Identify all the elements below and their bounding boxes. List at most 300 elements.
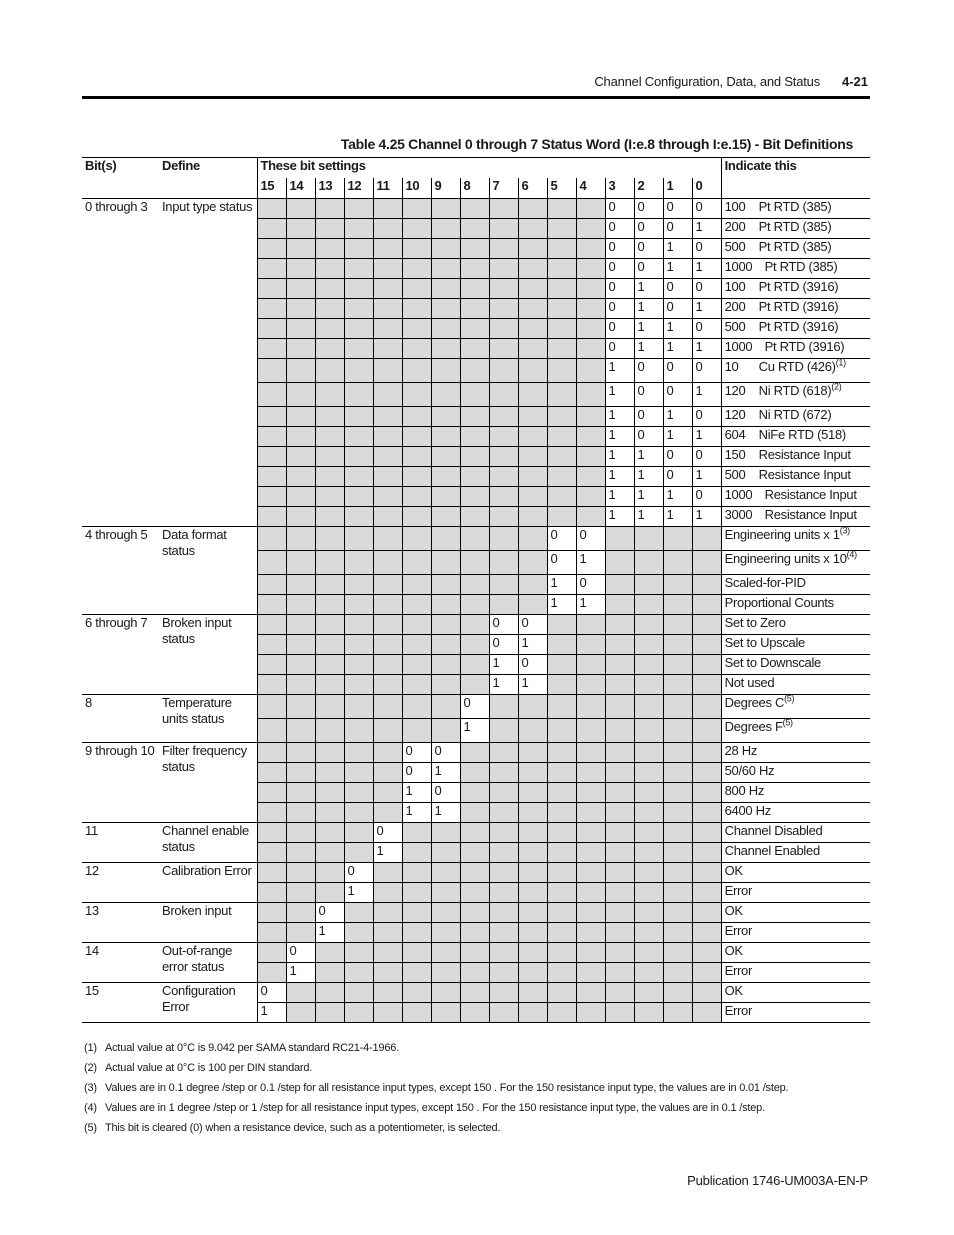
bit-empty-cell xyxy=(344,655,373,675)
bit-empty-cell xyxy=(344,783,373,803)
bit-empty-cell xyxy=(431,903,460,923)
bit-empty-cell xyxy=(286,903,315,923)
bit-empty-cell xyxy=(315,507,344,527)
bit-empty-cell xyxy=(373,983,402,1003)
bit-empty-cell xyxy=(489,863,518,883)
bit-empty-cell xyxy=(489,447,518,467)
bit-empty-cell xyxy=(431,319,460,339)
bit-empty-cell xyxy=(663,943,692,963)
bit-empty-cell xyxy=(576,407,605,427)
bit-empty-cell xyxy=(257,595,286,615)
bit-empty-cell xyxy=(257,675,286,695)
indicate-cell xyxy=(721,279,870,299)
bit-empty-cell xyxy=(286,719,315,743)
bit-empty-cell xyxy=(286,339,315,359)
bit-empty-cell xyxy=(257,719,286,743)
bit-empty-cell xyxy=(373,883,402,903)
bit-number-header: 5 xyxy=(547,178,576,199)
bit-value-cell: 0 xyxy=(605,239,634,259)
indicate-value: 1000 xyxy=(724,487,753,502)
bit-empty-cell xyxy=(460,551,489,575)
indicate-value: 200 xyxy=(724,299,746,314)
bit-value-cell: 0 xyxy=(547,527,576,551)
column-header-settings: These bit settings xyxy=(257,158,721,179)
bit-empty-cell xyxy=(663,823,692,843)
indicate-cell xyxy=(721,783,870,803)
bit-empty-cell xyxy=(344,383,373,407)
bit-empty-cell xyxy=(373,743,402,763)
bit-empty-cell xyxy=(431,239,460,259)
bit-empty-cell xyxy=(402,719,431,743)
bit-empty-cell xyxy=(692,743,721,763)
bit-empty-cell xyxy=(460,983,489,1003)
bit-empty-cell xyxy=(518,239,547,259)
bit-empty-cell xyxy=(402,883,431,903)
indicate-label: Pt RTD (3916) xyxy=(764,339,845,354)
bit-empty-cell xyxy=(286,783,315,803)
bit-empty-cell xyxy=(460,863,489,883)
bit-empty-cell xyxy=(431,279,460,299)
bit-empty-cell xyxy=(460,763,489,783)
bit-empty-cell xyxy=(402,1003,431,1023)
bit-empty-cell xyxy=(460,575,489,595)
bit-value-cell: 0 xyxy=(634,199,663,219)
indicate-label: Resistance Input xyxy=(758,467,851,482)
indicate-label: Ni RTD (672) xyxy=(758,407,832,422)
footnotes xyxy=(84,1040,788,1140)
indicate-cell xyxy=(721,467,870,487)
bit-number-header: 1 xyxy=(663,178,692,199)
bit-empty-cell xyxy=(634,983,663,1003)
bit-value-cell: 0 xyxy=(431,783,460,803)
bit-empty-cell xyxy=(373,551,402,575)
indicate-cell xyxy=(721,655,870,675)
bit-empty-cell xyxy=(518,963,547,983)
indicate-cell xyxy=(721,339,870,359)
bit-value-cell: 0 xyxy=(692,359,721,383)
define-cell: Broken input xyxy=(159,903,257,943)
bit-empty-cell xyxy=(315,575,344,595)
bit-empty-cell xyxy=(373,259,402,279)
bit-value-cell: 1 xyxy=(576,551,605,575)
bit-empty-cell xyxy=(402,655,431,675)
bit-empty-cell xyxy=(489,923,518,943)
bit-empty-cell xyxy=(605,527,634,551)
bit-empty-cell xyxy=(373,783,402,803)
bit-empty-cell xyxy=(547,259,576,279)
footnote-text: Actual value at 0°C is 9.042 per SAMA standard RC21-4-1966. xyxy=(105,1042,400,1054)
indicate-label: Engineering units x 10 xyxy=(724,551,847,566)
bit-empty-cell xyxy=(692,719,721,743)
footnote-key: (5) xyxy=(84,1122,97,1134)
bit-empty-cell xyxy=(576,319,605,339)
bit-empty-cell xyxy=(547,407,576,427)
bit-value-cell: 0 xyxy=(634,259,663,279)
bit-empty-cell xyxy=(576,743,605,763)
bit-empty-cell xyxy=(605,823,634,843)
bit-value-cell: 0 xyxy=(344,863,373,883)
bit-empty-cell xyxy=(286,487,315,507)
bit-empty-cell xyxy=(518,943,547,963)
bit-empty-cell xyxy=(576,963,605,983)
bit-empty-cell xyxy=(634,635,663,655)
bit-empty-cell xyxy=(286,359,315,383)
bit-empty-cell xyxy=(547,923,576,943)
bit-number-header: 15 xyxy=(257,178,286,199)
bit-empty-cell xyxy=(431,863,460,883)
bit-empty-cell xyxy=(344,507,373,527)
bit-empty-cell xyxy=(518,823,547,843)
bit-empty-cell xyxy=(460,595,489,615)
bit-value-cell: 1 xyxy=(489,655,518,675)
indicate-cell xyxy=(721,1003,870,1023)
bit-empty-cell xyxy=(373,923,402,943)
bit-empty-cell xyxy=(518,427,547,447)
bit-value-cell: 1 xyxy=(692,383,721,407)
footnote-key: (2) xyxy=(84,1062,97,1074)
indicate-cell xyxy=(721,903,870,923)
bit-empty-cell xyxy=(402,695,431,719)
bit-empty-cell xyxy=(634,863,663,883)
indicate-cell xyxy=(721,963,870,983)
bit-empty-cell xyxy=(315,299,344,319)
bit-empty-cell xyxy=(518,719,547,743)
bit-empty-cell xyxy=(286,803,315,823)
bit-empty-cell xyxy=(315,675,344,695)
bit-value-cell: 0 xyxy=(692,279,721,299)
bit-empty-cell xyxy=(315,527,344,551)
bit-value-cell: 1 xyxy=(489,675,518,695)
bit-empty-cell xyxy=(547,339,576,359)
bit-empty-cell xyxy=(460,427,489,447)
bit-empty-cell xyxy=(460,383,489,407)
bit-empty-cell xyxy=(605,963,634,983)
bit-value-cell: 0 xyxy=(373,823,402,843)
bit-empty-cell xyxy=(315,487,344,507)
bit-empty-cell xyxy=(257,339,286,359)
bit-empty-cell xyxy=(286,551,315,575)
bit-empty-cell xyxy=(576,359,605,383)
bit-empty-cell xyxy=(373,963,402,983)
indicate-cell xyxy=(721,407,870,427)
bit-empty-cell xyxy=(315,467,344,487)
bit-empty-cell xyxy=(489,339,518,359)
bit-number-header: 7 xyxy=(489,178,518,199)
bit-empty-cell xyxy=(460,943,489,963)
bit-empty-cell xyxy=(286,239,315,259)
bit-empty-cell xyxy=(663,551,692,575)
bit-value-cell: 1 xyxy=(634,299,663,319)
bit-empty-cell xyxy=(431,575,460,595)
bit-empty-cell xyxy=(257,923,286,943)
bit-empty-cell xyxy=(663,843,692,863)
indicate-label: Pt RTD (3916) xyxy=(758,319,839,334)
footnote-ref: (5) xyxy=(782,718,793,728)
bit-empty-cell xyxy=(489,1003,518,1023)
bit-empty-cell xyxy=(605,803,634,823)
bit-empty-cell xyxy=(460,1003,489,1023)
indicate-cell xyxy=(721,743,870,763)
bit-empty-cell xyxy=(344,527,373,551)
define-cell: Data format status xyxy=(159,527,257,615)
bit-empty-cell xyxy=(518,983,547,1003)
bit-value-cell: 0 xyxy=(634,359,663,383)
footnote-text: Actual value at 0°C is 100 per DIN standard. xyxy=(105,1062,313,1074)
bit-empty-cell xyxy=(634,903,663,923)
bit-empty-cell xyxy=(402,427,431,447)
bit-empty-cell xyxy=(634,883,663,903)
bit-empty-cell xyxy=(518,339,547,359)
bit-empty-cell xyxy=(315,551,344,575)
bit-value-cell: 1 xyxy=(605,467,634,487)
bit-empty-cell xyxy=(315,1003,344,1023)
bit-empty-cell xyxy=(663,883,692,903)
bit-empty-cell xyxy=(402,983,431,1003)
bit-empty-cell xyxy=(286,527,315,551)
bit-value-cell: 0 xyxy=(605,199,634,219)
bit-empty-cell xyxy=(605,983,634,1003)
bit-empty-cell xyxy=(315,763,344,783)
bit-empty-cell xyxy=(518,1003,547,1023)
bit-empty-cell xyxy=(373,863,402,883)
bit-empty-cell xyxy=(315,319,344,339)
bit-empty-cell xyxy=(257,527,286,551)
bit-empty-cell xyxy=(634,1003,663,1023)
bit-value-cell: 1 xyxy=(634,339,663,359)
bit-value-cell: 1 xyxy=(663,507,692,527)
bit-empty-cell xyxy=(402,595,431,615)
bit-empty-cell xyxy=(373,383,402,407)
bit-number-header: 4 xyxy=(576,178,605,199)
indicate-cell xyxy=(721,575,870,595)
bit-empty-cell xyxy=(344,1003,373,1023)
bit-empty-cell xyxy=(315,595,344,615)
bit-empty-cell xyxy=(576,487,605,507)
bit-value-cell: 0 xyxy=(663,279,692,299)
bit-empty-cell xyxy=(605,551,634,575)
bit-empty-cell xyxy=(518,743,547,763)
bit-empty-cell xyxy=(576,675,605,695)
bit-empty-cell xyxy=(605,695,634,719)
bits-cell: 0 through 3 xyxy=(82,199,159,527)
bit-empty-cell xyxy=(431,655,460,675)
bit-empty-cell xyxy=(663,719,692,743)
bit-value-cell: 1 xyxy=(692,427,721,447)
bit-value-cell: 0 xyxy=(634,407,663,427)
bit-empty-cell xyxy=(518,219,547,239)
bit-empty-cell xyxy=(663,803,692,823)
bit-empty-cell xyxy=(373,279,402,299)
bit-empty-cell xyxy=(605,615,634,635)
bit-empty-cell xyxy=(576,279,605,299)
indicate-cell xyxy=(721,487,870,507)
bit-empty-cell xyxy=(692,595,721,615)
bit-empty-cell xyxy=(344,551,373,575)
bit-value-cell: 0 xyxy=(663,383,692,407)
bit-value-cell: 0 xyxy=(663,359,692,383)
bit-empty-cell xyxy=(344,983,373,1003)
bit-empty-cell xyxy=(663,675,692,695)
bit-empty-cell xyxy=(692,527,721,551)
bit-empty-cell xyxy=(692,615,721,635)
bit-value-cell: 1 xyxy=(344,883,373,903)
bit-value-cell: 1 xyxy=(663,339,692,359)
bit-value-cell: 1 xyxy=(460,719,489,743)
bit-empty-cell xyxy=(518,199,547,219)
bit-value-cell: 1 xyxy=(402,783,431,803)
bit-empty-cell xyxy=(315,843,344,863)
bit-value-cell: 0 xyxy=(634,219,663,239)
bit-value-cell: 0 xyxy=(489,635,518,655)
bit-empty-cell xyxy=(518,279,547,299)
bit-value-cell: 0 xyxy=(634,383,663,407)
bit-empty-cell xyxy=(373,339,402,359)
define-cell: Broken input status xyxy=(159,615,257,695)
bit-empty-cell xyxy=(547,823,576,843)
indicate-label: OK xyxy=(724,943,743,958)
bit-empty-cell xyxy=(257,763,286,783)
bit-empty-cell xyxy=(257,487,286,507)
bit-empty-cell xyxy=(692,551,721,575)
bit-empty-cell xyxy=(286,447,315,467)
bit-empty-cell xyxy=(402,943,431,963)
bit-empty-cell xyxy=(431,963,460,983)
bit-empty-cell xyxy=(431,407,460,427)
indicate-value: 1000 xyxy=(724,259,753,274)
bit-empty-cell xyxy=(286,595,315,615)
bit-empty-cell xyxy=(402,823,431,843)
bit-empty-cell xyxy=(402,635,431,655)
indicate-label: Cu RTD (426) xyxy=(758,359,836,374)
bit-empty-cell xyxy=(373,239,402,259)
bit-empty-cell xyxy=(257,407,286,427)
bit-empty-cell xyxy=(373,695,402,719)
indicate-value: 3000 xyxy=(724,507,753,522)
bit-empty-cell xyxy=(257,259,286,279)
bit-number-header: 10 xyxy=(402,178,431,199)
bit-number-header: 0 xyxy=(692,178,721,199)
bit-empty-cell xyxy=(634,763,663,783)
indicate-cell xyxy=(721,635,870,655)
bit-empty-cell xyxy=(605,763,634,783)
bit-empty-cell xyxy=(576,1003,605,1023)
bit-empty-cell xyxy=(692,763,721,783)
bit-empty-cell xyxy=(547,487,576,507)
bit-empty-cell xyxy=(518,695,547,719)
bit-empty-cell xyxy=(634,743,663,763)
bit-empty-cell xyxy=(576,923,605,943)
indicate-label: Pt RTD (3916) xyxy=(758,299,839,314)
bit-empty-cell xyxy=(692,675,721,695)
bit-empty-cell xyxy=(605,943,634,963)
bits-cell: 8 xyxy=(82,695,159,743)
bit-definitions-table xyxy=(82,157,870,1023)
bit-empty-cell xyxy=(257,279,286,299)
bit-empty-cell xyxy=(315,783,344,803)
bit-empty-cell xyxy=(576,803,605,823)
bit-value-cell: 0 xyxy=(692,239,721,259)
bit-empty-cell xyxy=(547,199,576,219)
bit-empty-cell xyxy=(344,615,373,635)
bit-empty-cell xyxy=(460,635,489,655)
bit-empty-cell xyxy=(373,527,402,551)
bit-empty-cell xyxy=(431,383,460,407)
indicate-value: 1000 xyxy=(724,339,753,354)
bit-empty-cell xyxy=(286,863,315,883)
indicate-label: Degrees F xyxy=(724,719,783,734)
bit-empty-cell xyxy=(431,615,460,635)
bit-value-cell: 0 xyxy=(634,239,663,259)
bit-empty-cell xyxy=(431,1003,460,1023)
page-header-section: Channel Configuration, Data, and Status xyxy=(594,74,820,89)
bit-empty-cell xyxy=(489,383,518,407)
indicate-value: 120 xyxy=(724,383,746,398)
bit-value-cell: 0 xyxy=(315,903,344,923)
bit-empty-cell xyxy=(344,595,373,615)
indicate-label: Error xyxy=(724,1003,753,1018)
bit-value-cell: 1 xyxy=(518,675,547,695)
bit-value-cell: 1 xyxy=(692,259,721,279)
bit-empty-cell xyxy=(576,339,605,359)
bit-empty-cell xyxy=(257,635,286,655)
bit-empty-cell xyxy=(692,575,721,595)
bit-empty-cell xyxy=(257,695,286,719)
indicate-cell xyxy=(721,863,870,883)
bit-empty-cell xyxy=(634,695,663,719)
indicate-label: Degrees C xyxy=(724,695,785,710)
indicate-label: Channel Enabled xyxy=(724,843,820,858)
indicate-cell xyxy=(721,983,870,1003)
indicate-label: 28 Hz xyxy=(724,743,758,758)
bit-empty-cell xyxy=(518,447,547,467)
bit-empty-cell xyxy=(489,551,518,575)
bit-empty-cell xyxy=(431,635,460,655)
bit-empty-cell xyxy=(460,783,489,803)
bit-empty-cell xyxy=(663,595,692,615)
bit-empty-cell xyxy=(257,843,286,863)
table-row xyxy=(82,615,870,635)
bit-empty-cell xyxy=(373,655,402,675)
bit-empty-cell xyxy=(344,903,373,923)
bit-empty-cell xyxy=(402,575,431,595)
bit-number-header: 13 xyxy=(315,178,344,199)
bit-empty-cell xyxy=(315,259,344,279)
bit-empty-cell xyxy=(547,655,576,675)
bit-empty-cell xyxy=(431,595,460,615)
bit-empty-cell xyxy=(489,527,518,551)
bit-empty-cell xyxy=(402,843,431,863)
bit-value-cell: 1 xyxy=(692,467,721,487)
bit-empty-cell xyxy=(460,615,489,635)
column-header-bits: Bit(s) xyxy=(82,158,159,199)
column-header-indicate: Indicate this xyxy=(721,158,870,199)
bit-empty-cell xyxy=(547,883,576,903)
bits-cell: 11 xyxy=(82,823,159,863)
bit-value-cell: 0 xyxy=(634,427,663,447)
bit-empty-cell xyxy=(286,1003,315,1023)
indicate-label: NiFe RTD (518) xyxy=(758,427,846,442)
bit-empty-cell xyxy=(373,615,402,635)
bit-empty-cell xyxy=(634,615,663,635)
bit-empty-cell xyxy=(344,339,373,359)
bit-empty-cell xyxy=(373,407,402,427)
bit-empty-cell xyxy=(344,299,373,319)
bit-empty-cell xyxy=(489,259,518,279)
bit-empty-cell xyxy=(315,883,344,903)
bit-empty-cell xyxy=(692,943,721,963)
bit-empty-cell xyxy=(460,279,489,299)
bit-empty-cell xyxy=(460,743,489,763)
